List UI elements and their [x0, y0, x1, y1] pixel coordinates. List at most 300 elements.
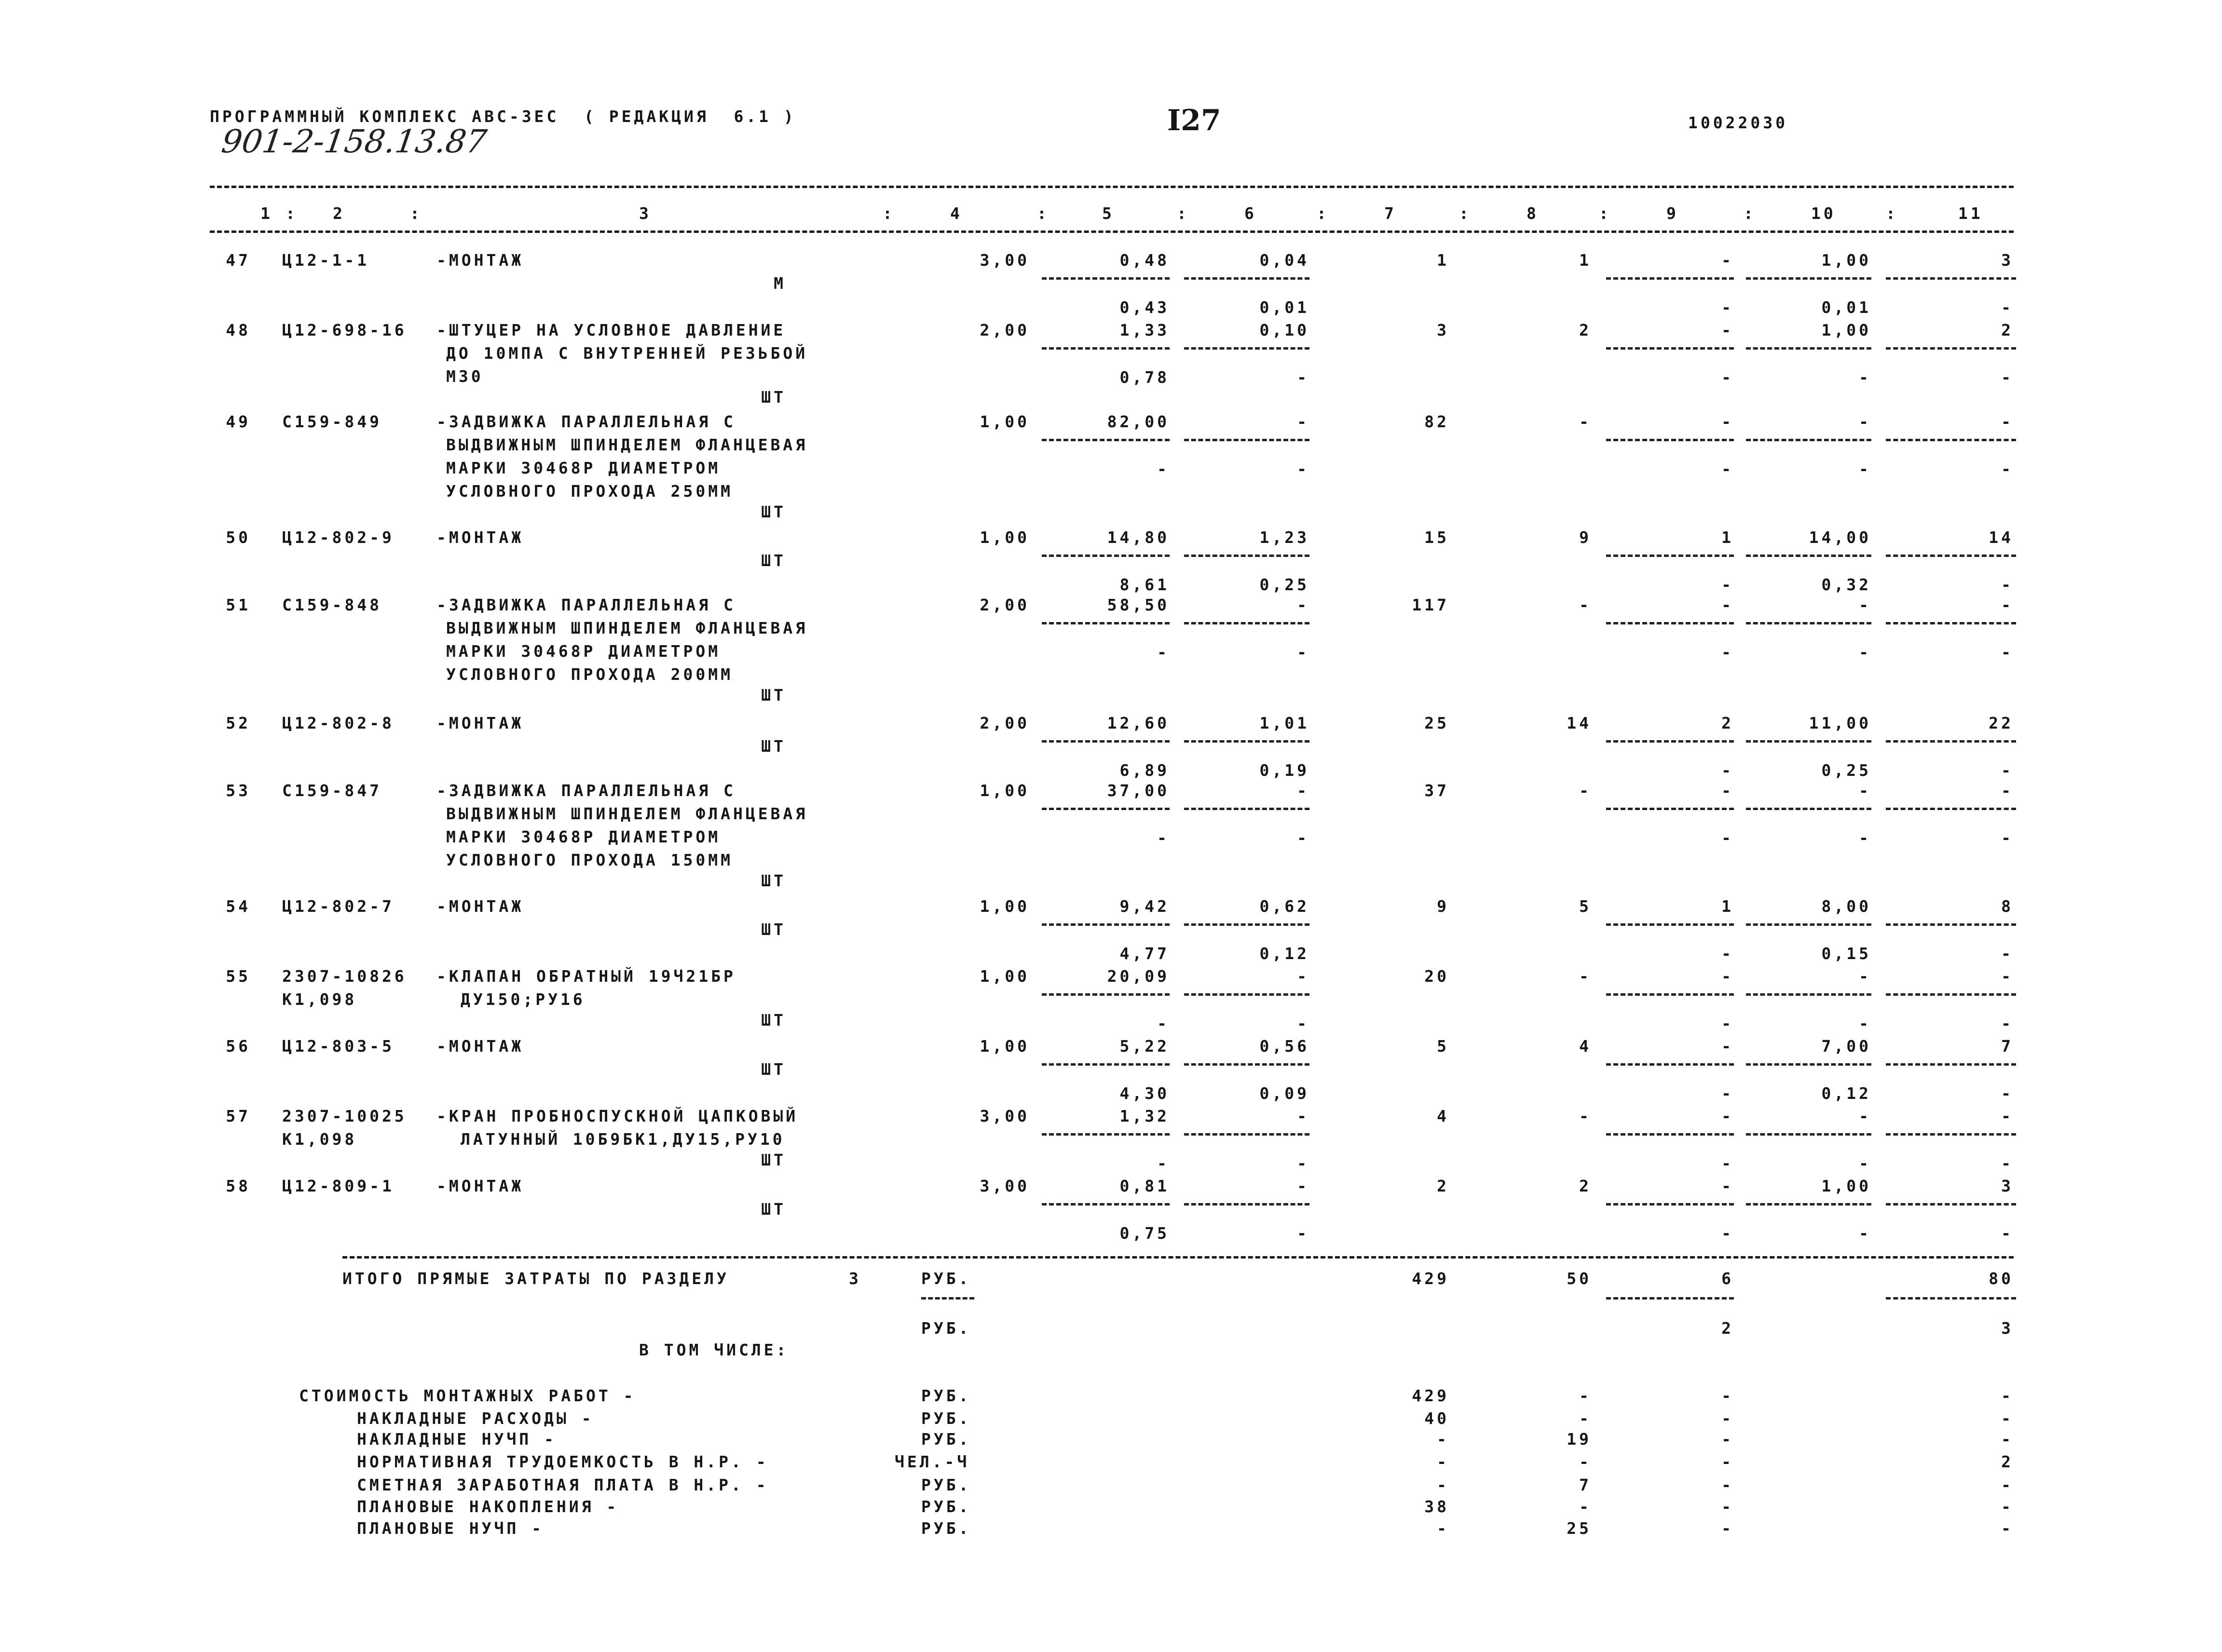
table-top-rule — [210, 186, 2014, 188]
row-col11-wage: - — [2001, 1224, 2014, 1243]
row-separator-c9 — [1606, 923, 1734, 926]
row-separator-c9 — [1606, 347, 1734, 350]
row-separator-c6 — [1184, 808, 1309, 810]
column-header-2: 2 — [333, 204, 345, 223]
row-col11-wage: - — [2001, 1154, 2014, 1173]
row-col6: 0,62 — [1259, 897, 1309, 916]
summary-col9: - — [1721, 1519, 1734, 1538]
row-col5-wage: - — [1157, 828, 1170, 847]
row-col8: - — [1579, 596, 1592, 614]
summary-col11: - — [2001, 1409, 2014, 1428]
row-col10-wage: - — [1859, 460, 1871, 478]
row-code: Ц12-802-9 — [282, 528, 395, 547]
summary-label: НАКЛАДНЫЕ РАСХОДЫ - — [357, 1409, 594, 1428]
row-col6-wage: 0,19 — [1259, 761, 1309, 780]
row-separator-c11 — [1886, 277, 2016, 280]
row-separator-c5 — [1042, 1203, 1170, 1205]
row-separator-c6 — [1184, 1133, 1309, 1136]
row-separator-c11 — [1886, 622, 2016, 624]
row-separator-c10 — [1746, 277, 1871, 280]
row-col9-wage: - — [1721, 643, 1734, 662]
page-number: I27 — [1167, 104, 1221, 137]
row-quantity: 1,00 — [980, 528, 1030, 547]
row-col7: 4 — [1437, 1107, 1449, 1125]
column-header-4: 3 — [639, 204, 652, 223]
column-header-18: 10 — [1811, 204, 1836, 223]
row-col11-wage: - — [2001, 298, 2014, 317]
summary-label: СТОИМОСТЬ МОНТАЖНЫХ РАБОТ - — [299, 1386, 636, 1405]
summary-col11: - — [2001, 1430, 2014, 1449]
column-header-20: 11 — [1958, 204, 1983, 223]
summary-label: СМЕТНАЯ ЗАРАБОТНАЯ ПЛАТА В Н.Р. - — [357, 1476, 769, 1494]
row-col9-wage: - — [1721, 1154, 1734, 1173]
row-separator-c10 — [1746, 1133, 1871, 1136]
column-header-6: 4 — [950, 204, 963, 223]
summary-col8: - — [1579, 1409, 1592, 1428]
row-code: С159-849 — [282, 412, 382, 431]
column-header-5: : — [883, 204, 895, 223]
row-separator-c11 — [1886, 993, 2016, 996]
row-col5-wage: - — [1157, 460, 1170, 478]
row-col8: 9 — [1579, 528, 1592, 547]
row-description-line: ЛАТУННЫЙ 10Б9БК1,ДУ15,РУ10 — [461, 1130, 785, 1149]
row-description-line: МАРКИ 30468Р ДИАМЕТРОМ — [446, 827, 721, 846]
row-code: Ц12-698-16 — [282, 321, 407, 339]
row-col5: 1,33 — [1119, 321, 1170, 339]
totals-unit-separator — [921, 1297, 974, 1300]
totals-rule — [342, 1256, 2014, 1259]
row-col9: - — [1721, 596, 1734, 614]
row-col9: 1 — [1721, 897, 1734, 916]
column-header-15: : — [1599, 204, 1611, 223]
row-col7: 25 — [1424, 714, 1449, 732]
row-description-line: -КРАН ПРОБНОСПУСКНОЙ ЦАПКОВЫЙ — [436, 1107, 799, 1125]
row-col10: 11,00 — [1809, 714, 1871, 732]
row-col11: - — [2001, 1107, 2014, 1125]
row-description-line: ДО 10МПА С ВНУТРЕННЕЙ РЕЗЬБОЙ — [446, 344, 808, 363]
row-quantity: 1,00 — [980, 897, 1030, 916]
summary-col8: - — [1579, 1497, 1592, 1516]
summary-col8: - — [1579, 1452, 1592, 1471]
summary-col11: 2 — [2001, 1452, 2014, 1471]
row-description-line: МАРКИ 30468Р ДИАМЕТРОМ — [446, 459, 721, 477]
column-header-1: : — [286, 204, 298, 223]
row-col6-wage: - — [1297, 1154, 1309, 1173]
row-col9: - — [1721, 321, 1734, 339]
including-heading: В ТОМ ЧИСЛЕ: — [639, 1341, 789, 1359]
row-number: 50 — [226, 528, 251, 547]
row-col9: - — [1721, 967, 1734, 986]
summary-col11: - — [2001, 1497, 2014, 1516]
row-number: 47 — [226, 251, 251, 270]
row-separator-c10 — [1746, 622, 1871, 624]
row-col11-wage: - — [2001, 761, 2014, 780]
column-header-17: : — [1744, 204, 1756, 223]
row-col5: 0,81 — [1119, 1177, 1170, 1195]
summary-col11: - — [2001, 1476, 2014, 1494]
summary-col7: 38 — [1424, 1497, 1449, 1516]
summary-unit: ЧЕЛ.-Ч — [895, 1452, 970, 1471]
row-separator-c6 — [1184, 923, 1309, 926]
row-quantity: 1,00 — [980, 781, 1030, 800]
row-col10: 1,00 — [1821, 321, 1871, 339]
row-description-line: УСЛОВНОГО ПРОХОДА 150ММ — [446, 851, 733, 869]
row-col11: - — [2001, 596, 2014, 614]
document-code: 10022030 — [1688, 113, 1788, 132]
row-description-line: -МОНТАЖ — [436, 528, 524, 547]
row-separator-c5 — [1042, 439, 1170, 441]
row-col7: 82 — [1424, 412, 1449, 431]
row-description-line: -МОНТАЖ — [436, 714, 524, 732]
summary-col9: - — [1721, 1386, 1734, 1405]
row-separator-c11 — [1886, 808, 2016, 810]
summary-col9: - — [1721, 1430, 1734, 1449]
row-col11-wage: - — [2001, 368, 2014, 387]
row-description-line: М30 — [446, 367, 484, 386]
row-separator-c5 — [1042, 993, 1170, 996]
row-col6: 0,04 — [1259, 251, 1309, 270]
row-col6-wage: 0,09 — [1259, 1084, 1309, 1103]
row-col6: - — [1297, 781, 1309, 800]
row-col11-wage: - — [2001, 828, 2014, 847]
summary-unit: РУБ. — [921, 1409, 971, 1428]
row-col9: - — [1721, 1177, 1734, 1195]
row-col6: - — [1297, 1177, 1309, 1195]
row-col6-wage: 0,12 — [1259, 944, 1309, 963]
row-separator-c6 — [1184, 347, 1309, 350]
totals-col9-wage: 2 — [1721, 1319, 1734, 1338]
row-col6-wage: 0,01 — [1259, 298, 1309, 317]
totals-label: ИТОГО ПРЯМЫЕ ЗАТРАТЫ ПО РАЗДЕЛУ — [342, 1269, 729, 1288]
row-col8: - — [1579, 1107, 1592, 1125]
summary-label: ПЛАНОВЫЕ НАКОПЛЕНИЯ - — [357, 1497, 619, 1516]
row-number: 54 — [226, 897, 251, 916]
row-col7: 5 — [1437, 1037, 1449, 1056]
row-col9: - — [1721, 412, 1734, 431]
row-col11: 3 — [2001, 1177, 2014, 1195]
row-separator-c10 — [1746, 993, 1871, 996]
row-col6: 1,01 — [1259, 714, 1309, 732]
summary-col8: 19 — [1567, 1430, 1592, 1449]
row-description-line: -ЗАДВИЖКА ПАРАЛЛЕЛЬНАЯ С — [436, 781, 736, 800]
row-separator-c10 — [1746, 740, 1871, 743]
row-col5: 12,60 — [1107, 714, 1170, 732]
summary-col8: - — [1579, 1386, 1592, 1405]
row-quantity: 2,00 — [980, 714, 1030, 732]
row-col11-wage: - — [2001, 1084, 2014, 1103]
row-description-line: -ЗАДВИЖКА ПАРАЛЛЕЛЬНАЯ С — [436, 596, 736, 614]
row-number: 57 — [226, 1107, 251, 1125]
row-description-line: -ЗАДВИЖКА ПАРАЛЛЕЛЬНАЯ С — [436, 412, 736, 431]
row-col9: 1 — [1721, 528, 1734, 547]
row-col9-wage: - — [1721, 368, 1734, 387]
row-separator-c6 — [1184, 993, 1309, 996]
row-separator-c5 — [1042, 555, 1170, 557]
row-col10-wage: - — [1859, 368, 1871, 387]
row-col10: - — [1859, 1107, 1871, 1125]
column-header-12: 7 — [1384, 204, 1397, 223]
row-col5-wage: 6,89 — [1119, 761, 1170, 780]
summary-col7: - — [1437, 1519, 1449, 1538]
summary-col8: 25 — [1567, 1519, 1592, 1538]
row-unit: ШТ — [761, 920, 786, 939]
column-header-0: 1 — [260, 204, 273, 223]
row-separator-c10 — [1746, 555, 1871, 557]
row-separator-c10 — [1746, 808, 1871, 810]
row-col10: 1,00 — [1821, 1177, 1871, 1195]
row-col10-wage: 0,25 — [1821, 761, 1871, 780]
column-header-3: : — [410, 204, 423, 223]
row-col5: 82,00 — [1107, 412, 1170, 431]
row-col5-wage: 0,78 — [1119, 368, 1170, 387]
summary-col9: - — [1721, 1476, 1734, 1494]
column-header-19: : — [1886, 204, 1898, 223]
row-col10: - — [1859, 596, 1871, 614]
row-col9-wage: - — [1721, 1224, 1734, 1243]
row-col9-wage: - — [1721, 761, 1734, 780]
row-col9-wage: - — [1721, 944, 1734, 963]
row-separator-c9 — [1606, 808, 1734, 810]
row-col5: 14,80 — [1107, 528, 1170, 547]
row-col6: 1,23 — [1259, 528, 1309, 547]
summary-col11: - — [2001, 1519, 2014, 1538]
row-col10-wage: 0,32 — [1821, 575, 1871, 594]
row-description-line: -МОНТАЖ — [436, 1037, 524, 1056]
row-number: 52 — [226, 714, 251, 732]
row-col11-wage: - — [2001, 944, 2014, 963]
row-separator-c10 — [1746, 1063, 1871, 1066]
row-col9-wage: - — [1721, 460, 1734, 478]
row-description-line: ВЫДВИЖНЫМ ШПИНДЕЛЕМ ФЛАНЦЕВАЯ — [446, 435, 808, 454]
row-col11: 8 — [2001, 897, 2014, 916]
row-description-line: -МОНТАЖ — [436, 897, 524, 916]
row-description-line: ДУ150;РУ16 — [461, 990, 586, 1009]
row-quantity: 3,00 — [980, 251, 1030, 270]
row-separator-c10 — [1746, 923, 1871, 926]
row-col5: 5,22 — [1119, 1037, 1170, 1056]
row-col8: - — [1579, 412, 1592, 431]
row-quantity: 2,00 — [980, 321, 1030, 339]
row-separator-c5 — [1042, 622, 1170, 624]
row-separator-c5 — [1042, 277, 1170, 280]
row-col8: - — [1579, 781, 1592, 800]
row-separator-c9 — [1606, 622, 1734, 624]
row-number: 53 — [226, 781, 251, 800]
row-col9: 2 — [1721, 714, 1734, 732]
row-unit: ШТ — [761, 1151, 786, 1169]
totals-section: 3 — [849, 1269, 861, 1288]
row-separator-c6 — [1184, 622, 1309, 624]
column-header-10: 6 — [1244, 204, 1257, 223]
totals-col9-separator — [1606, 1297, 1734, 1300]
row-col8: 4 — [1579, 1037, 1592, 1056]
row-unit: ШТ — [761, 871, 786, 890]
row-description-line: -КЛАПАН ОБРАТНЫЙ 19Ч21БР — [436, 967, 736, 986]
row-col10-wage: - — [1859, 828, 1871, 847]
row-separator-c9 — [1606, 277, 1734, 280]
totals-unit-wage: РУБ. — [921, 1319, 971, 1338]
row-col6-wage: - — [1297, 828, 1309, 847]
row-col7: 1 — [1437, 251, 1449, 270]
row-col5-wage: - — [1157, 643, 1170, 662]
row-description-line: -ШТУЦЕР НА УСЛОВНОЕ ДАВЛЕНИЕ — [436, 321, 786, 339]
row-col11-wage: - — [2001, 643, 2014, 662]
row-separator-c6 — [1184, 1063, 1309, 1066]
row-separator-c9 — [1606, 439, 1734, 441]
row-col8: 14 — [1567, 714, 1592, 732]
summary-col9: - — [1721, 1452, 1734, 1471]
row-col11: - — [2001, 781, 2014, 800]
row-separator-c11 — [1886, 1063, 2016, 1066]
row-col6-wage: - — [1297, 1224, 1309, 1243]
summary-unit: РУБ. — [921, 1497, 971, 1516]
row-col7: 3 — [1437, 321, 1449, 339]
row-col8: 2 — [1579, 321, 1592, 339]
row-code: Ц12-802-8 — [282, 714, 395, 732]
column-header-14: 8 — [1527, 204, 1539, 223]
summary-unit: РУБ. — [921, 1476, 971, 1494]
row-col10-wage: - — [1859, 643, 1871, 662]
row-col5-wage: 4,30 — [1119, 1084, 1170, 1103]
program-title: ПРОГРАММНЫЙ КОМПЛЕКС АВС-ЗЕС ( РЕДАКЦИЯ 6.1 ) — [210, 107, 796, 126]
summary-col8: 7 — [1579, 1476, 1592, 1494]
row-separator-c10 — [1746, 347, 1871, 350]
row-col6: - — [1297, 1107, 1309, 1125]
row-separator-c9 — [1606, 993, 1734, 996]
row-col9-wage: - — [1721, 575, 1734, 594]
row-description-line: -МОНТАЖ — [436, 1177, 524, 1195]
row-col5-wage: 4,77 — [1119, 944, 1170, 963]
row-unit: ШТ — [761, 388, 786, 406]
column-header-16: 9 — [1666, 204, 1679, 223]
row-code: С159-848 — [282, 596, 382, 614]
row-col10-wage: - — [1859, 1154, 1871, 1173]
row-separator-c6 — [1184, 555, 1309, 557]
row-separator-c5 — [1042, 808, 1170, 810]
row-separator-c11 — [1886, 555, 2016, 557]
summary-unit: РУБ. — [921, 1519, 971, 1538]
row-col11: - — [2001, 967, 2014, 986]
row-separator-c9 — [1606, 740, 1734, 743]
row-number: 58 — [226, 1177, 251, 1195]
row-col6: - — [1297, 967, 1309, 986]
totals-col9: 6 — [1721, 1269, 1734, 1288]
row-col5: 20,09 — [1107, 967, 1170, 986]
row-separator-c9 — [1606, 1063, 1734, 1066]
header-bottom-rule — [210, 230, 2014, 233]
row-col11-wage: - — [2001, 1014, 2014, 1033]
row-col6-wage: 0,25 — [1259, 575, 1309, 594]
column-header-8: 5 — [1102, 204, 1115, 223]
row-col7: 2 — [1437, 1177, 1449, 1195]
row-col10: - — [1859, 412, 1871, 431]
row-description-line: УСЛОВНОГО ПРОХОДА 250ММ — [446, 482, 733, 501]
row-col5: 9,42 — [1119, 897, 1170, 916]
column-header-7: : — [1037, 204, 1050, 223]
row-code: Ц12-809-1 — [282, 1177, 395, 1195]
row-code: Ц12-1-1 — [282, 251, 370, 270]
summary-col7: 429 — [1412, 1386, 1449, 1405]
summary-unit: РУБ. — [921, 1430, 971, 1449]
row-col6: 0,56 — [1259, 1037, 1309, 1056]
totals-col11-wage: 3 — [2001, 1319, 2014, 1338]
row-col5-wage: 0,43 — [1119, 298, 1170, 317]
row-description-line: ВЫДВИЖНЫМ ШПИНДЕЛЕМ ФЛАНЦЕВАЯ — [446, 619, 808, 637]
summary-unit: РУБ. — [921, 1386, 971, 1405]
row-col11: 7 — [2001, 1037, 2014, 1056]
row-code: С159-847 — [282, 781, 382, 800]
row-col7: 15 — [1424, 528, 1449, 547]
column-header-13: : — [1459, 204, 1472, 223]
row-col5: 1,32 — [1119, 1107, 1170, 1125]
totals-col11-separator — [1886, 1297, 2016, 1300]
row-separator-c11 — [1886, 923, 2016, 926]
row-col10-wage: 0,15 — [1821, 944, 1871, 963]
row-quantity: 1,00 — [980, 967, 1030, 986]
row-description-line: -МОНТАЖ — [436, 251, 524, 270]
summary-col7: - — [1437, 1430, 1449, 1449]
row-col9-wage: - — [1721, 1084, 1734, 1103]
summary-label: НАКЛАДНЫЕ НУЧП - — [357, 1430, 557, 1449]
row-unit: М — [774, 274, 786, 293]
row-col9: - — [1721, 1037, 1734, 1056]
summary-label: НОРМАТИВНАЯ ТРУДОЕМКОСТЬ В Н.Р. - — [357, 1452, 769, 1471]
row-col10: 7,00 — [1821, 1037, 1871, 1056]
row-col10-wage: - — [1859, 1224, 1871, 1243]
row-separator-c5 — [1042, 347, 1170, 350]
row-col11: - — [2001, 412, 2014, 431]
totals-col8: 50 — [1567, 1269, 1592, 1288]
row-separator-c5 — [1042, 740, 1170, 743]
row-col6: 0,10 — [1259, 321, 1309, 339]
row-separator-c9 — [1606, 1203, 1734, 1205]
row-number: 55 — [226, 967, 251, 986]
row-col5-wage: - — [1157, 1154, 1170, 1173]
row-col9: - — [1721, 1107, 1734, 1125]
row-separator-c11 — [1886, 1203, 2016, 1205]
row-col11-wage: - — [2001, 460, 2014, 478]
row-col6: - — [1297, 412, 1309, 431]
row-number: 51 — [226, 596, 251, 614]
row-col10: 14,00 — [1809, 528, 1871, 547]
row-col10-wage: - — [1859, 1014, 1871, 1033]
row-col6: - — [1297, 596, 1309, 614]
row-code: 2307-10826 — [282, 967, 407, 986]
row-separator-c6 — [1184, 740, 1309, 743]
row-col11: 22 — [1989, 714, 2014, 732]
row-col6-wage: - — [1297, 643, 1309, 662]
summary-col7: - — [1437, 1452, 1449, 1471]
row-col11: 2 — [2001, 321, 2014, 339]
column-header-11: : — [1317, 204, 1329, 223]
row-unit: ШТ — [761, 737, 786, 756]
row-col5: 58,50 — [1107, 596, 1170, 614]
summary-col9: - — [1721, 1497, 1734, 1516]
row-col10: 1,00 — [1821, 251, 1871, 270]
row-col5: 37,00 — [1107, 781, 1170, 800]
summary-col7: 40 — [1424, 1409, 1449, 1428]
row-code-coefficient: К1,098 — [282, 990, 357, 1009]
row-col10: - — [1859, 967, 1871, 986]
column-header-9: : — [1177, 204, 1189, 223]
row-quantity: 2,00 — [980, 596, 1030, 614]
row-col11-wage: - — [2001, 575, 2014, 594]
row-separator-c10 — [1746, 1203, 1871, 1205]
row-separator-c5 — [1042, 923, 1170, 926]
row-separator-c11 — [1886, 439, 2016, 441]
row-col11: 3 — [2001, 251, 2014, 270]
row-description-line: УСЛОВНОГО ПРОХОДА 200ММ — [446, 665, 733, 684]
